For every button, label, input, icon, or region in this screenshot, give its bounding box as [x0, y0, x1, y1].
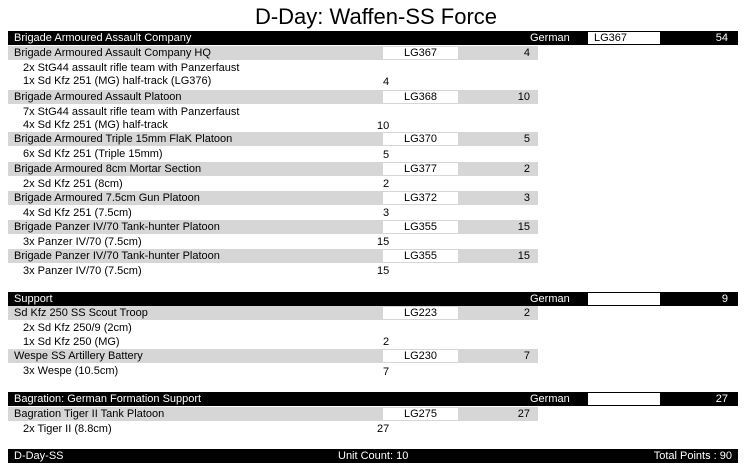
section-name: Brigade Armoured Assault Company [14, 32, 192, 44]
unit-line: 4x Sd Kfz 251 (MG) half-track [23, 119, 168, 131]
section-code-empty [588, 293, 660, 305]
unit-line: 1x Sd Kfz 251 (MG) half-track (LG376) [23, 75, 212, 87]
unit-row [8, 249, 538, 263]
line-points: 4 [383, 76, 390, 88]
unit-code: LG355 [383, 250, 458, 262]
unit-row [8, 191, 538, 205]
section-code: LG367 [588, 32, 660, 44]
unit-row [8, 407, 538, 421]
section-nation: German [530, 32, 570, 44]
unit-row [8, 349, 538, 363]
unit-row [8, 220, 538, 234]
unit-name: Brigade Armoured Triple 15mm FlaK Platoon [14, 133, 233, 145]
line-points: 15 [377, 236, 390, 248]
section-points: 9 [721, 293, 728, 305]
footer-unit-count: Unit Count: 10 [338, 450, 409, 462]
unit-points: 15 [517, 221, 530, 233]
unit-name: Bagration Tiger II Tank Platoon [14, 408, 165, 420]
unit-row [8, 306, 538, 320]
footer-total-points: Total Points : 90 [653, 450, 732, 462]
unit-name: Brigade Armoured Assault Company HQ [14, 47, 211, 59]
section-code-empty [588, 393, 660, 405]
unit-line: 2x Sd Kfz 251 (8cm) [23, 178, 123, 190]
unit-points: 10 [517, 91, 530, 103]
section-nation: German [530, 293, 570, 305]
line-points: 15 [377, 265, 390, 277]
unit-line: 1x Sd Kfz 250 (MG) [23, 336, 120, 348]
line-points: 7 [383, 366, 390, 378]
line-points: 2 [383, 336, 390, 348]
section-nation: German [530, 393, 570, 405]
footer-bar [8, 449, 738, 463]
section-name: Bagration: German Formation Support [14, 393, 202, 405]
unit-code: LG223 [383, 307, 458, 319]
unit-name: Brigade Panzer IV/70 Tank-hunter Platoon [14, 250, 220, 262]
unit-line: 3x Panzer IV/70 (7.5cm) [23, 265, 142, 277]
section-header [8, 292, 738, 306]
footer-force: D-Day-SS [14, 450, 64, 462]
unit-points: 15 [517, 250, 530, 262]
unit-code: LG367 [383, 47, 458, 59]
section-header [8, 392, 738, 406]
unit-code: LG370 [383, 133, 458, 145]
section-points: 27 [715, 393, 728, 405]
unit-row [8, 162, 538, 176]
unit-name: Brigade Armoured Assault Platoon [14, 91, 182, 103]
unit-line: 7x StG44 assault rifle team with Panzerfaust [23, 106, 240, 118]
unit-name: Brigade Armoured 7.5cm Gun Platoon [14, 192, 200, 204]
unit-line: 2x Tiger II (8.8cm) [23, 423, 112, 435]
unit-code: LG377 [383, 163, 458, 175]
unit-name: Brigade Panzer IV/70 Tank-hunter Platoon [14, 221, 220, 233]
unit-points: 5 [523, 133, 530, 145]
unit-line: 2x Sd Kfz 250/9 (2cm) [23, 322, 132, 334]
line-points: 3 [383, 207, 390, 219]
unit-row [8, 132, 538, 146]
unit-points: 7 [523, 350, 530, 362]
unit-row [8, 46, 538, 60]
unit-line: 3x Panzer IV/70 (7.5cm) [23, 236, 142, 248]
unit-name: Brigade Armoured 8cm Mortar Section [14, 163, 202, 175]
line-points: 27 [377, 423, 390, 435]
unit-code: LG355 [383, 221, 458, 233]
section-header [8, 31, 738, 45]
unit-line: 6x Sd Kfz 251 (Triple 15mm) [23, 148, 163, 160]
unit-code: LG275 [383, 408, 458, 420]
unit-points: 27 [517, 408, 530, 420]
unit-row [8, 90, 538, 104]
line-points: 5 [383, 149, 390, 161]
section-points: 54 [715, 32, 728, 44]
unit-points: 3 [523, 192, 530, 204]
unit-line: 4x Sd Kfz 251 (7.5cm) [23, 207, 132, 219]
unit-code: LG372 [383, 192, 458, 204]
unit-name: Sd Kfz 250 SS Scout Troop [14, 307, 148, 319]
unit-points: 4 [523, 47, 530, 59]
unit-points: 2 [523, 307, 530, 319]
unit-line: 3x Wespe (10.5cm) [23, 365, 119, 377]
line-points: 10 [377, 120, 390, 132]
unit-name: Wespe SS Artillery Battery [14, 350, 143, 362]
unit-line: 2x StG44 assault rifle team with Panzerfaust [23, 62, 240, 74]
unit-code: LG368 [383, 91, 458, 103]
unit-points: 2 [523, 163, 530, 175]
page-title: D-Day: Waffen-SS Force [254, 4, 498, 29]
section-name: Support [14, 293, 53, 305]
line-points: 2 [383, 178, 390, 190]
unit-code: LG230 [383, 350, 458, 362]
